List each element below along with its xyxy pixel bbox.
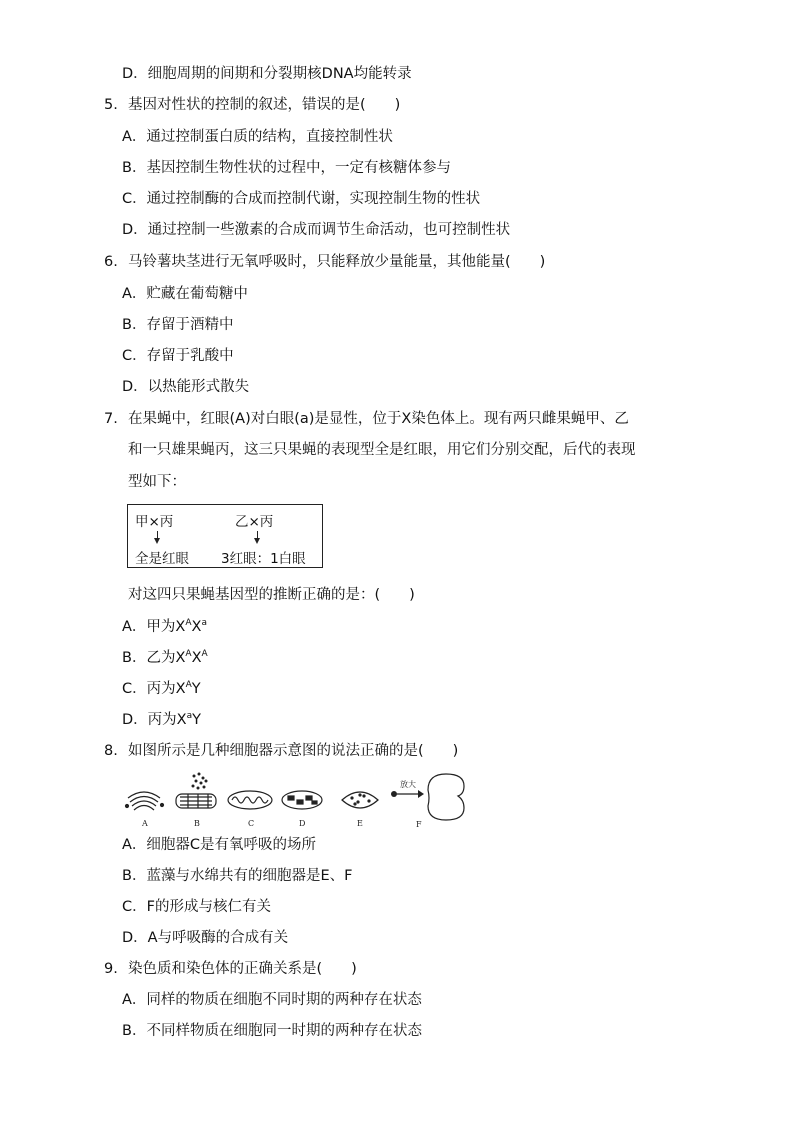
option: D．通过控制一些激素的合成而调节生命活动，也可控制性状 — [122, 222, 511, 238]
ribosome-cluster-icon — [192, 773, 208, 790]
figure-label-b: B — [194, 819, 200, 828]
organelle-figure — [124, 770, 474, 832]
question-stem-line-1: 在果蝇中，红眼(A)对白眼(a)是显性，位于X染色体上。现有两只雌果蝇甲、乙 — [128, 411, 629, 427]
cross-result-box — [127, 504, 323, 568]
option: D．A与呼吸酶的合成有关 — [122, 930, 289, 946]
lysosome-icon — [342, 792, 378, 808]
right-cross-parents: 乙×丙 — [235, 514, 274, 530]
right-arrowhead — [254, 538, 260, 544]
option: D．以热能形式散失 — [122, 379, 250, 395]
zoom-text: 放大 — [400, 780, 416, 789]
option: A．贮藏在葡萄糖中 — [122, 286, 248, 302]
question-number: 5. — [104, 97, 118, 113]
mitochondrion-icon — [228, 791, 272, 809]
option: C．丙为$X^AY$ — [122, 680, 201, 697]
figure-label-d: D — [299, 819, 306, 828]
option: B．存留于酒精中 — [122, 317, 234, 333]
zoom-arrow-icon — [391, 790, 424, 798]
figure-label-f: F — [416, 820, 422, 828]
question-number: 6. — [104, 254, 118, 270]
option: A．同样的物质在细胞不同时期的两种存在状态 — [122, 992, 422, 1008]
option: C．F的形成与核仁有关 — [122, 899, 271, 915]
question-number: 7. — [104, 411, 118, 427]
option: D．丙为$X^aY$ — [122, 711, 201, 728]
question-stem-line-3: 型如下： — [128, 474, 186, 490]
golgi-apparatus-icon — [126, 792, 164, 810]
question-stem: 基因对性状的控制的叙述，错误的是( ) — [128, 97, 401, 113]
organelle-diagram — [124, 770, 474, 828]
option: B．基因控制生物性状的过程中，一定有核糖体参与 — [122, 160, 451, 176]
option: B．不同样物质在细胞同一时期的两种存在状态 — [122, 1023, 422, 1039]
option: A．细胞器C是有氧呼吸的场所 — [122, 837, 317, 853]
option: B．蓝藻与水绵共有的细胞器是E、F — [122, 868, 353, 884]
option: B．乙为$X^AX^A$ — [122, 649, 208, 666]
figure-label-a: A — [142, 819, 148, 828]
question-stem: 如图所示是几种细胞器示意图的说法正确的是( ) — [128, 743, 459, 759]
centriole-icon — [176, 794, 216, 808]
left-arrowhead — [154, 538, 160, 544]
figure-label-e: E — [357, 819, 363, 828]
left-cross-parents: 甲×丙 — [135, 514, 174, 530]
ribosome-enlarged-icon — [428, 774, 464, 820]
question-7-ask: 对这四只果蝇基因型的推断正确的是：( ) — [128, 587, 415, 603]
question-stem-line-2: 和一只雄果蝇丙，这三只果蝇的表现型全是红眼，用它们分别交配，后代的表现 — [128, 442, 636, 458]
option: A．甲为$X^AX^a$ — [122, 618, 207, 635]
q4-option-d: D．细胞周期的间期和分裂期核DNA均能转录 — [122, 66, 412, 82]
chloroplast-icon — [282, 791, 322, 809]
question-stem: 染色质和染色体的正确关系是( ) — [128, 961, 357, 977]
option: C．通过控制酶的合成而控制代谢，实现控制生物的性状 — [122, 191, 481, 207]
left-cross-offspring: 全是红眼 — [135, 551, 189, 567]
question-number: 9. — [104, 961, 118, 977]
question-stem: 马铃薯块茎进行无氧呼吸时，只能释放少量能量，其他能量( ) — [128, 254, 546, 270]
option: A．通过控制蛋白质的结构，直接控制性状 — [122, 129, 393, 145]
figure-label-c: C — [248, 819, 255, 828]
right-cross-offspring: 3红眼：1白眼 — [221, 551, 306, 567]
option: C．存留于乳酸中 — [122, 348, 234, 364]
question-number: 8. — [104, 743, 118, 759]
